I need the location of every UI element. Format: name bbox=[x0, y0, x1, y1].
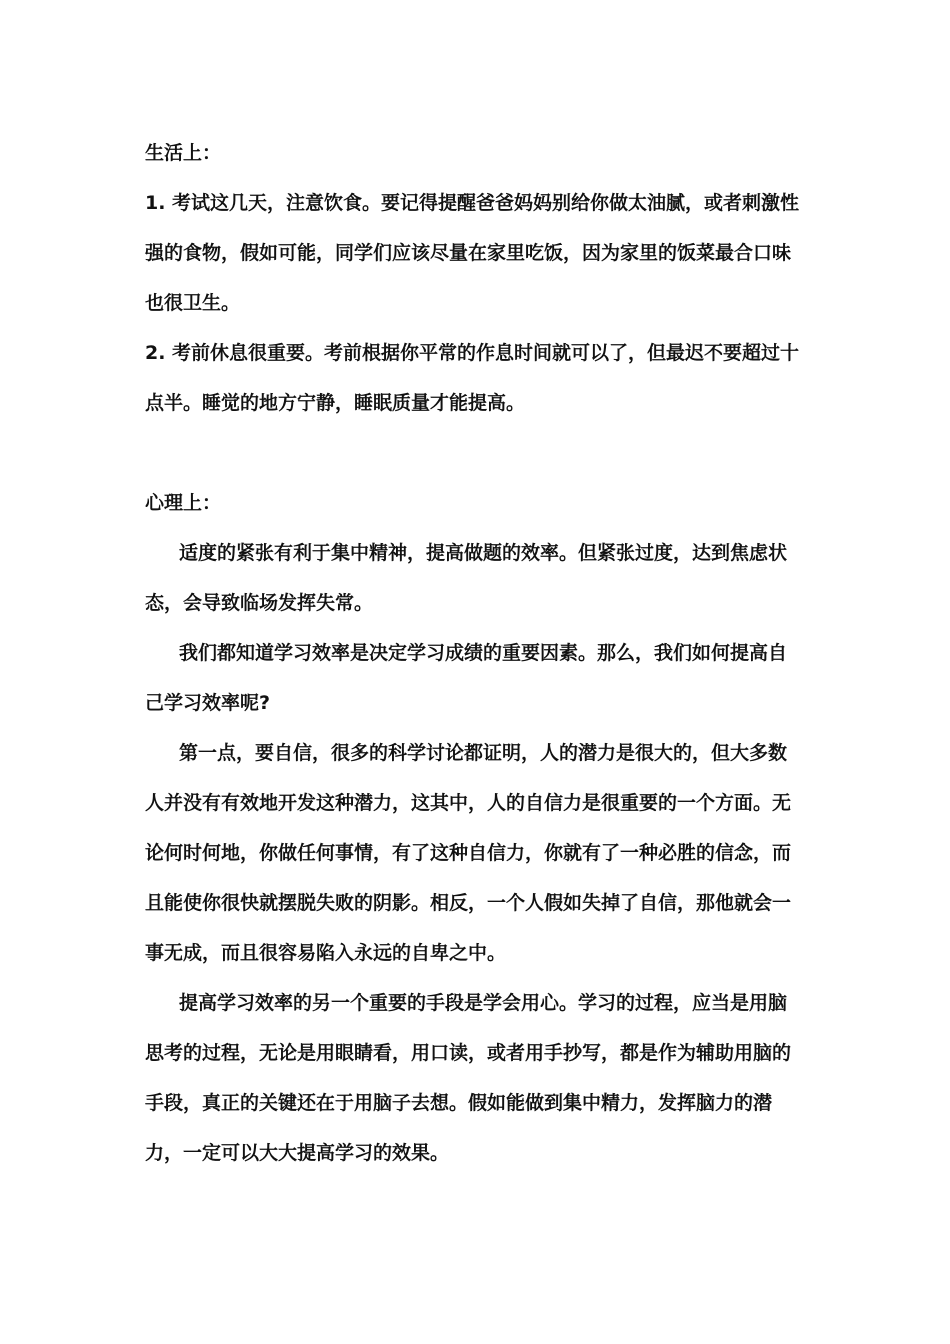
document-body bbox=[145, 128, 805, 1178]
section-heading-psych: 心理上： bbox=[145, 492, 222, 514]
psych-paragraph-2: 我们都知道学习效率是决定学习成绩的重要因素。那么，我们如何提高自己学习效率呢? bbox=[145, 642, 788, 714]
section-heading-life: 生活上： bbox=[145, 142, 222, 164]
psych-paragraph-1: 适度的紧张有利于集中精神，提高做题的效率。但紧张过度，达到焦虑状态，会导致临场发挥失常。 bbox=[145, 542, 788, 614]
life-item-1: 1. 考试这几天，注意饮食。要记得提醒爸爸妈妈别给你做太油腻，或者刺激性强的食物，假如可能，同学们应该尽量在家里吃饭，因为家里的饭菜最合口味也很卫生。 bbox=[145, 192, 800, 314]
psych-paragraph-3: 第一点，要自信，很多的科学讨论都证明，人的潜力是很大的，但大多数人并没有有效地开发这种潜力，这其中，人的自信力是很重要的一个方面。无论何时何地，你做任何事情，有了这种自信力，你就有了一种必胜的信念，而且能使你很快就摆脱失败的阴影。相反，一个人假如失掉了自信，那他就会一事无成，而且很容易陷入永远的自卑之中。 bbox=[145, 742, 792, 964]
psych-paragraph-4: 提高学习效率的另一个重要的手段是学会用心。学习的过程，应当是用脑思考的过程，无论是用眼睛看，用口读，或者用手抄写，都是作为辅助用脑的手段，真正的关键还在于用脑子去想。假如能做到集中精力，发挥脑力的潜力，一定可以大大提高学习的效果。 bbox=[145, 992, 792, 1164]
life-item-2: 2. 考前休息很重要。考前根据你平常的作息时间就可以了，但最迟不要超过十点半。睡觉的地方宁静，睡眠质量才能提高。 bbox=[145, 342, 800, 414]
section-spacer bbox=[145, 428, 805, 478]
